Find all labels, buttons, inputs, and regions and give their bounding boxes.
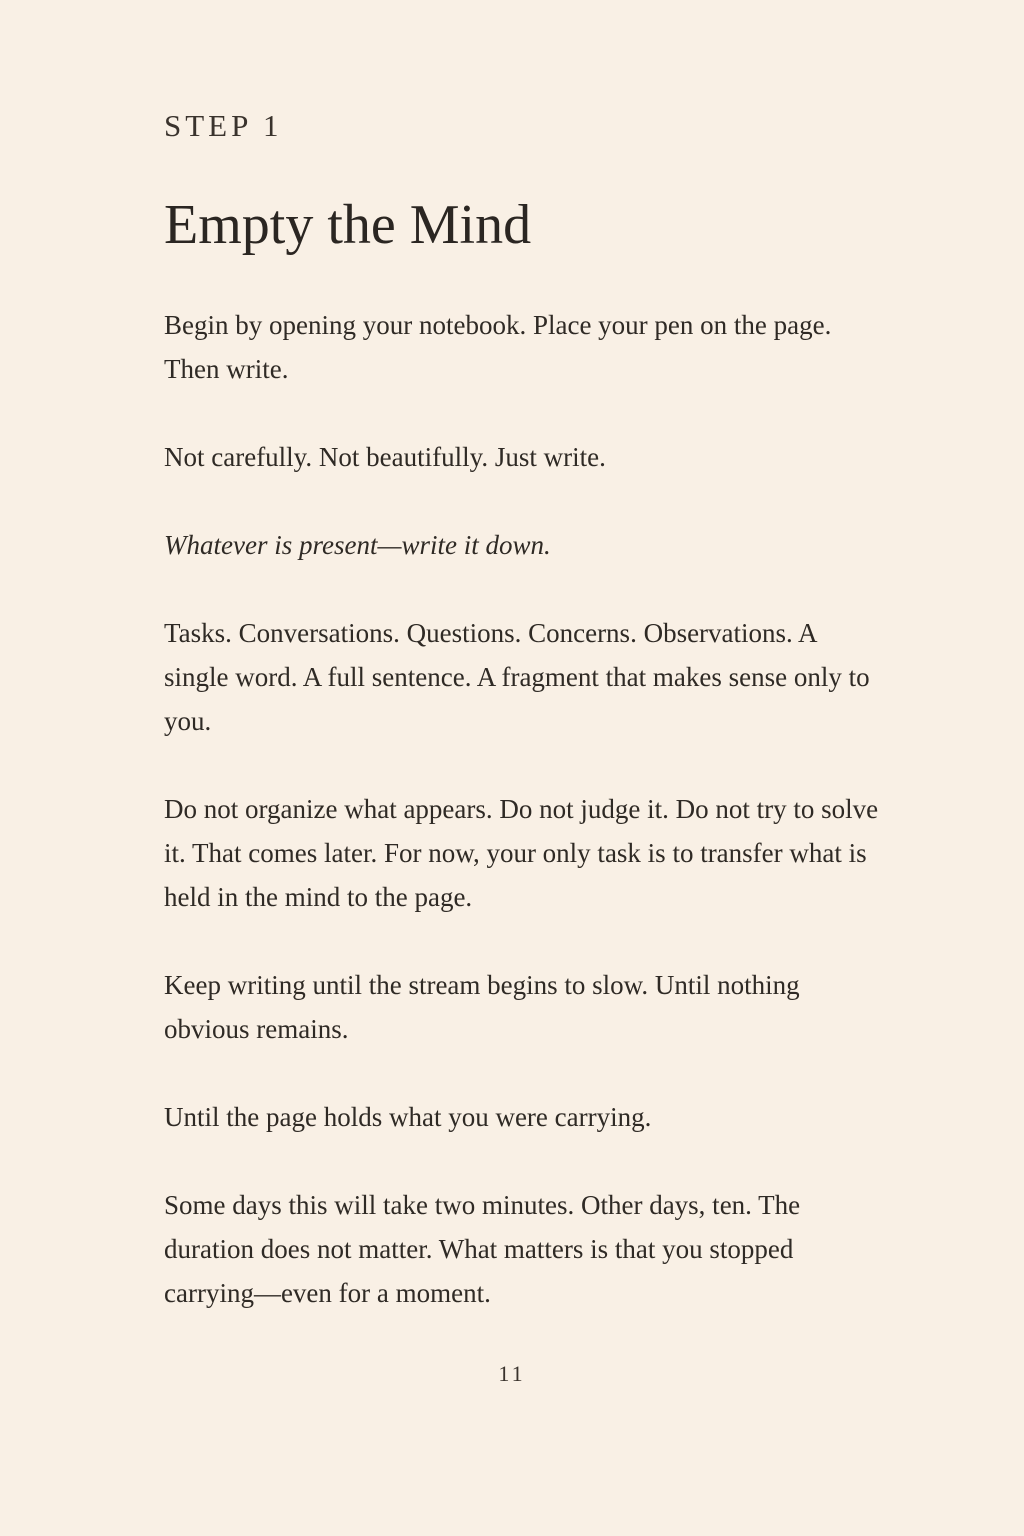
page-number: 11	[498, 1361, 526, 1386]
paragraph-keep-writing: Keep writing until the stream begins to slow. Until nothing obvious remains.	[164, 970, 800, 1044]
paragraph-some-days: Some days this will take two minutes. Other days, ten. The duration does not matter. What matters is that you stopped carrying—even for a moment.	[164, 1190, 801, 1308]
chapter-title: Empty the Mind	[164, 194, 532, 256]
paragraph-tasks: Tasks. Conversations. Questions. Concerns. Observations. A single word. A full sentence. A fragment that makes sense only to you.	[164, 618, 870, 736]
paragraph-not-carefully: Not carefully. Not beautifully. Just write.	[164, 442, 606, 472]
step-label: STEP 1	[164, 108, 283, 143]
paragraph-do-not-organize: Do not organize what appears. Do not judge it. Do not try to solve it. That comes later. For now, your only task is to transfer what is held in the mind to the page.	[164, 794, 879, 912]
body-text	[164, 303, 884, 1359]
paragraph-begin: Begin by opening your notebook. Place your pen on the page. Then write.	[164, 310, 832, 384]
paragraph-whatever-is-present: Whatever is present—write it down.	[164, 530, 551, 560]
paragraph-until-the-page: Until the page holds what you were carrying.	[164, 1102, 652, 1132]
